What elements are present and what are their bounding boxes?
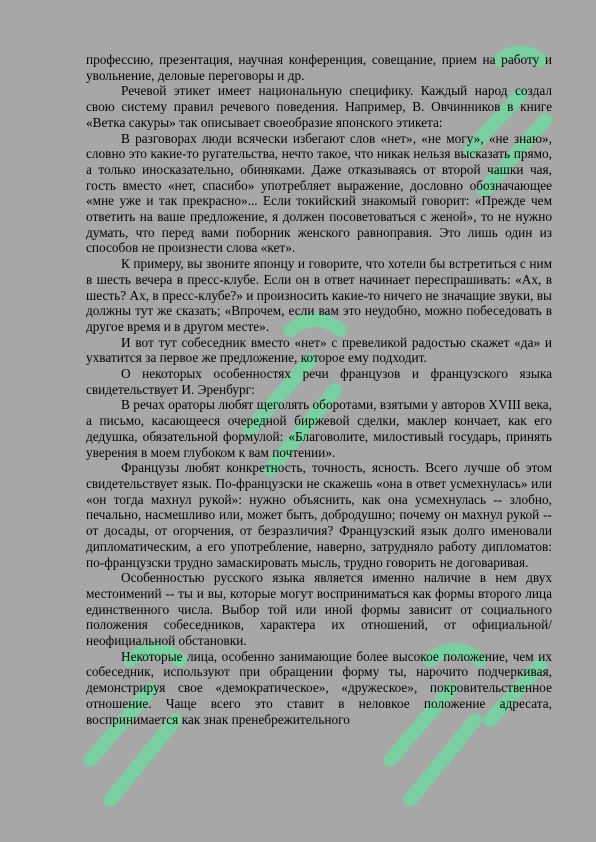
quote-ehrenburg-orators: В речах ораторы любят щеголять оборотами, взятыми у авторов XVIII века, а письмо, касающееся очередной биржевой сделки, маклер кончает, как его дедушка, обязательной формулой: «Благоволите, милостивый государь, принять уверения в моем глубоком к вам почтении». xyxy=(86,397,552,460)
paragraph-french-intro: О некоторых особенностях речи французов и французского языка свидетельствует И. Эренбург: xyxy=(86,366,552,397)
paragraph-speech-etiquette: Речевой этикет имеет национальную специфику. Каждый народ создал свою систему правил речевого поведения. Например, В. Овчинников в книге «Ветка сакуры» так описывает своеобразие японского этикета: xyxy=(86,83,552,130)
paragraph-russian-pronouns: Особенностью русского языка является именно наличие в нем двух местоимений -- ты и вы, которые могут восприниматься как формы второго лица единственного числа. Выбор той или иной формы зависит от социального положения собеседников, характера их отношений, от официальной/неофициальной обстановки. xyxy=(86,570,552,649)
paragraph-continuation: профессию, презентация, научная конференция, совещание, прием на работу и увольнение, деловые переговоры и др. xyxy=(86,52,552,83)
quote-ehrenburg-french-language: Французы любят конкретность, точность, ясность. Всего лучше об этом свидетельствует язык. По-французски не скажешь «она в ответ усмехнулась» или «он тогда махнул рукой»: нужно объяснить, как она усмехнулась -- злобно, печально, насмешливо или, может быть, добродушно; почему он махнул рукой -- от досады, от огорчения, от безразличия? Французский язык долго именовали дипломатическим, а его употребление, наверно, затрудняло работу дипломатов: по-французски трудно замаскировать мысль, трудно говорить не договаривая. xyxy=(86,460,552,570)
paragraph-answer-yes: И вот тут собеседник вместо «нет» с превеликой радостью скажет «да» и ухватится за первое же предложение, которое ему подходит. xyxy=(86,334,552,366)
paragraph-form-ty: Некоторые лица, особенно занимающие более высокое положение, чем их собеседник, используют при обращении форму ты, нарочито подчеркивая, демонстрируя свое «демократическое», «дружеское», покровительственное отношение. Чаще всего это ставит в неловкое положение адресата, воспринимается как знак пренебрежительного xyxy=(86,648,552,727)
page-body xyxy=(86,52,552,727)
quote-japanese-etiquette: В разговорах люди всячески избегают слов «нет», «не могу», «не знаю», словно это какие-то ругательства, нечто такое, что никак нельзя высказать прямо, а только иносказательно, обиняками. Даже отказываясь от второй чашки чая, гость вместо «нет, спасибо» употребляет выражение, дословно обозначающее «мне уже и так прекрасно»... Если токийский знакомый говорит: «Прежде чем ответить на ваше предложение, я должен посоветоваться с женой», то не нужно думать, что перед вами поборник женского равноправия. Это лишь один из способов не произнести слова «кет». xyxy=(86,130,552,256)
paragraph-example-japanese: К примеру, вы звоните японцу и говорите, что хотели бы встретиться с ним в шесть вечера в пресс-клубе. Если он в ответ начинает переспрашивать: «Ах, в шесть? Ах, в пресс-клубе?» и произносить какие-то ничего не значащие звуки, вы должны тут же сказать; «Впрочем, если вам это неудобно, можно побеседовать в другое время и в другом месте». xyxy=(86,256,552,334)
